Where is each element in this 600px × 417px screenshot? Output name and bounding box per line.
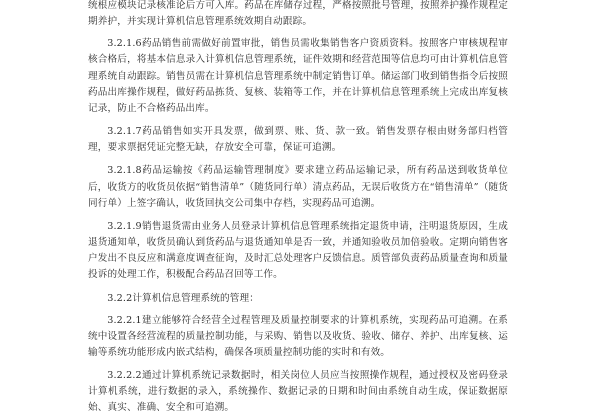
paragraph-3-2-1-6: 3.2.1.6药品销售前需做好前置审批，销售员需收集销售客户资质资料。按照客户审核规程审核合格后，将基本信息录入计算机信息管理系统，证件效期和经营范围等信息均可由计算机信息管理系统自动跟踪。销售员需在计算机信息管理系统中制定销售订单。储运部门收到销售指令后按照药品出库操作规程，做好药品拣货、复核、装箱等工作，并在计算机信息管理系统上完成出库复核记录，防止不合格药品出库。 [88, 38, 508, 114]
section-heading-3-2-2: 3.2.2计算机信息管理系统的管理： [107, 292, 260, 304]
paragraph-3-2-1-7: 3.2.1.7药品销售如实开具发票，做到票、账、货、款一致。销售发票存根由财务部归档管理，要求票据凭证完整无缺，存放安全可靠，保证可追溯。 [88, 126, 508, 154]
paragraph-3-2-2-1: 3.2.2.1建立能够符合经营全过程管理及质量控制要求的计算机系统，实现药品可追溯。在系统中设置各经营流程的质量控制功能，与采购、销售以及收货、验收、储存、养护、出库复核、运输等系统功能形成内嵌式结构，确保各项质量控制功能的实时和有效。 [88, 314, 508, 358]
paragraph-3-2-1-9: 3.2.1.9销售退货需由业务人员登录计算机信息管理系统指定退货申请，注明退货原因，生成退货通知单，收货员确认到货药品与退货通知单是否一致，并通知验收员加倍验收。定期向销售客户发出不良反应和满意度调查征询，及时汇总处理客户反馈信息。质管部负责药品质量查询和质量投诉的处理工作，积极配合药品召回等工作。 [88, 220, 508, 281]
paragraph-3-2-2-2: 3.2.2.2通过计算机系统记录数据时，相关岗位人员应当按照操作规程，通过授权及密码登录计算机系统，进行数据的录入，系统操作、数据记录的日期和时间由系统自动生成，保证数据原始、真实、准确、安全和可追溯。 [88, 370, 508, 414]
paragraph-storage-tracking: 统根应模块记录核准论后方可入库。药品在库储存过程，严格按照批号管理，按照养护操作规程定期养护，并实现计算机信息管理系统效期自动跟踪。 [88, 0, 508, 28]
paragraph-3-2-1-8: 3.2.1.8药品运输按《药品运输管理制度》要求建立药品运输记录，所有药品送到收货单位后，收货方的收货员依据“销售清单”（随货同行单）清点药品，无误后收货方在“销售清单”（随货同行单）上签字确认，收货回执交公司集中存档，实现药品可追溯。 [88, 165, 508, 209]
